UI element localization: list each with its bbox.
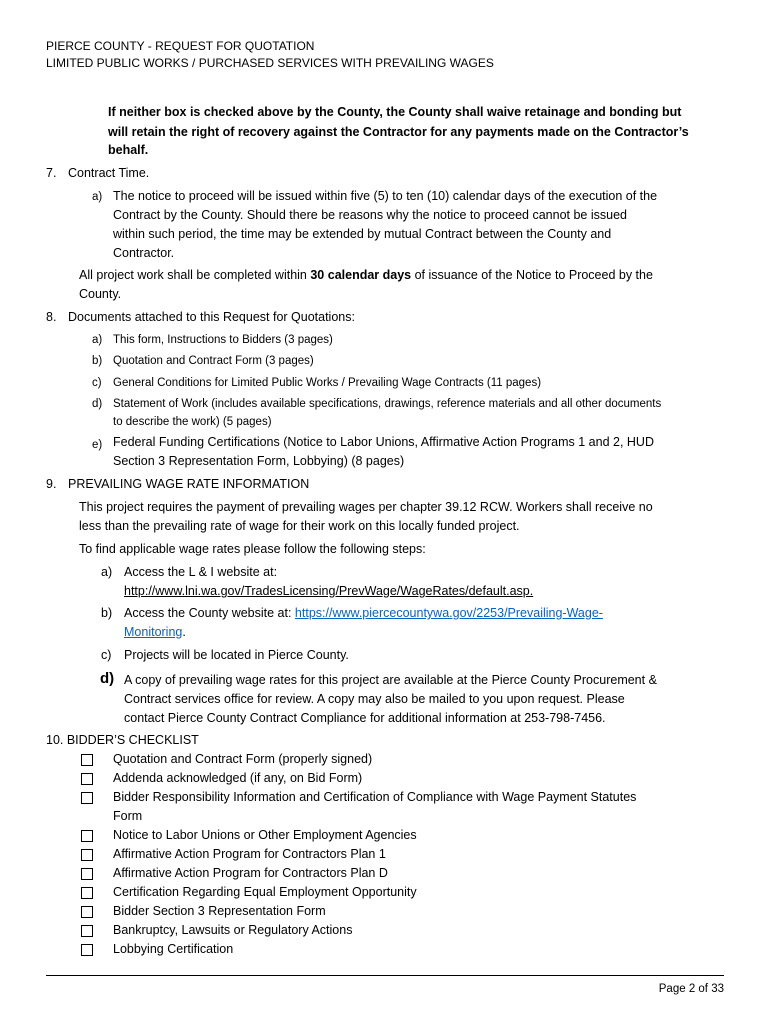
checklist-item-text: Affirmative Action Program for Contractors Plan D	[113, 866, 388, 880]
page-number: Page 2 of 33	[658, 983, 724, 995]
checklist-item-text: Lobbying Certification	[113, 942, 234, 956]
wage-step-d-line-1: A copy of prevailing wage rates for this project are available at the Pierce County Procurement &	[124, 673, 657, 687]
waiver-line-1: If neither box is checked above by the County, the County shall waive retainage and bonding but	[108, 105, 682, 119]
wage-step-c-text: Projects will be located in Pierce County.	[124, 648, 349, 662]
completion-post: of issuance of the Notice to Proceed by the	[411, 268, 653, 282]
checklist-item-text: Bidder Section 3 Representation Form	[113, 904, 326, 918]
wage-step-b-label: b)	[101, 606, 113, 620]
section-7a-line-2: Contract by the County. Should there be reasons why the notice to proceed cannot be issued	[113, 208, 627, 222]
doc-item-c-text: General Conditions for Limited Public Works / Prevailing Wage Contracts (11 pages)	[113, 377, 542, 389]
doc-item-e-text: Federal Funding Certifications (Notice to Labor Unions, Affirmative Action Programs 1 and 2, HUD	[113, 435, 654, 449]
completion-pre: All project work shall be completed within	[79, 268, 311, 282]
checklist-checkbox[interactable]	[81, 925, 93, 937]
checklist-checkbox[interactable]	[81, 792, 93, 804]
doc-item-a-label: a)	[92, 334, 103, 346]
section-8-title: Documents attached to this Request for Quotations:	[68, 310, 355, 324]
doc-item-b-text: Quotation and Contract Form (3 pages)	[113, 355, 314, 367]
wage-para-1-line-1: This project requires the payment of prevailing wages per chapter 39.12 RCW. Workers shall receive no	[79, 500, 653, 514]
section-7a-line-1: The notice to proceed will be issued within five (5) to ten (10) calendar days of the execution of the	[113, 189, 658, 203]
checklist-checkbox[interactable]	[81, 773, 93, 785]
waiver-line-3: behalf.	[108, 143, 149, 157]
wage-para-1-line-2: less than the prevailing rate of wage for their work on this locally funded project.	[79, 519, 520, 533]
lni-wage-rates-link[interactable]: http://www.lni.wa.gov/TradesLicensing/PrevWage/WageRates/default.asp.	[124, 584, 534, 598]
section-7a-label: a)	[92, 191, 103, 203]
checklist-item-text: Certification Regarding Equal Employment Opportunity	[113, 885, 417, 899]
wage-step-b-line-2	[124, 623, 186, 642]
checklist-checkbox[interactable]	[81, 849, 93, 861]
checklist-item-text: Affirmative Action Program for Contractors Plan 1	[113, 847, 386, 861]
checklist-item-text: Quotation and Contract Form (properly signed)	[113, 752, 373, 766]
header-line-2: LIMITED PUBLIC WORKS / PURCHASED SERVICES WITH PREVAILING WAGES	[46, 56, 494, 70]
wage-para-2: To find applicable wage rates please follow the following steps:	[79, 542, 426, 556]
doc-item-b-label: b)	[92, 355, 103, 367]
waiver-line-2: will retain the right of recovery against the Contractor for any payments made on the Contractor’s	[108, 125, 689, 139]
page-header	[46, 38, 494, 72]
section-9-title: PREVAILING WAGE RATE INFORMATION	[68, 477, 310, 491]
wage-step-d-label: d)	[100, 670, 115, 687]
section-10-title: 10. BIDDER’S CHECKLIST	[46, 733, 199, 747]
wage-step-a-text: Access the L & I website at:	[124, 565, 278, 579]
completion-line-1	[79, 266, 653, 285]
wage-step-c-label: c)	[101, 648, 112, 662]
county-wage-link-continued[interactable]: Monitoring	[124, 625, 183, 639]
checklist-item-text: Bidder Responsibility Information and Certification of Compliance with Wage Payment Statutes	[113, 790, 637, 804]
section-7-title: Contract Time.	[68, 166, 150, 180]
doc-item-a-text: This form, Instructions to Bidders (3 pages)	[113, 334, 333, 346]
checklist-item-text: Notice to Labor Unions or Other Employment Agencies	[113, 828, 417, 842]
doc-item-d-text: Statement of Work (includes available specifications, drawings, reference materials and all other documents	[113, 398, 662, 410]
header-line-1: PIERCE COUNTY - REQUEST FOR QUOTATION	[46, 39, 315, 53]
checklist-checkbox[interactable]	[81, 944, 93, 956]
checklist-item-text-2: Form	[113, 809, 143, 823]
wage-step-a-label: a)	[101, 565, 113, 579]
footer-divider	[46, 975, 724, 976]
section-7a-line-4: Contractor.	[113, 246, 175, 260]
checklist-item-text: Addenda acknowledged (if any, on Bid Form)	[113, 771, 363, 785]
section-8-number: 8.	[46, 310, 57, 324]
completion-line-2: County.	[79, 287, 122, 301]
wage-step-b-text: Access the County website at:	[124, 606, 295, 620]
doc-item-d-text-2: to describe the work) (5 pages)	[113, 416, 272, 428]
wage-step-b-period: .	[182, 625, 186, 639]
completion-duration: 30 calendar days	[310, 268, 412, 282]
county-wage-link[interactable]: https://www.piercecountywa.gov/2253/Prevailing-Wage-	[294, 606, 603, 620]
doc-item-d-label: d)	[92, 398, 103, 410]
doc-item-c-label: c)	[92, 377, 102, 389]
checklist-checkbox[interactable]	[81, 830, 93, 842]
wage-step-d-line-2: Contract services office for review. A copy may also be mailed to you upon request. Please	[124, 692, 625, 706]
section-7-number: 7.	[46, 166, 57, 180]
checklist-checkbox[interactable]	[81, 887, 93, 899]
checklist-checkbox[interactable]	[81, 754, 93, 766]
doc-item-e-text-2: Section 3 Representation Form, Lobbying) (8 pages)	[113, 454, 405, 468]
section-7a-line-3: within such period, the time may be extended by mutual Contract between the County and	[113, 227, 612, 241]
checklist-item-text: Bankruptcy, Lawsuits or Regulatory Actions	[113, 923, 353, 937]
checklist-checkbox[interactable]	[81, 868, 93, 880]
doc-item-e-label: e)	[92, 439, 103, 451]
wage-step-b-line-1	[124, 604, 603, 623]
section-9-number: 9.	[46, 477, 57, 491]
checklist-checkbox[interactable]	[81, 906, 93, 918]
wage-step-d-line-3: contact Pierce County Contract Compliance for additional information at 253-798-7456.	[124, 711, 606, 725]
